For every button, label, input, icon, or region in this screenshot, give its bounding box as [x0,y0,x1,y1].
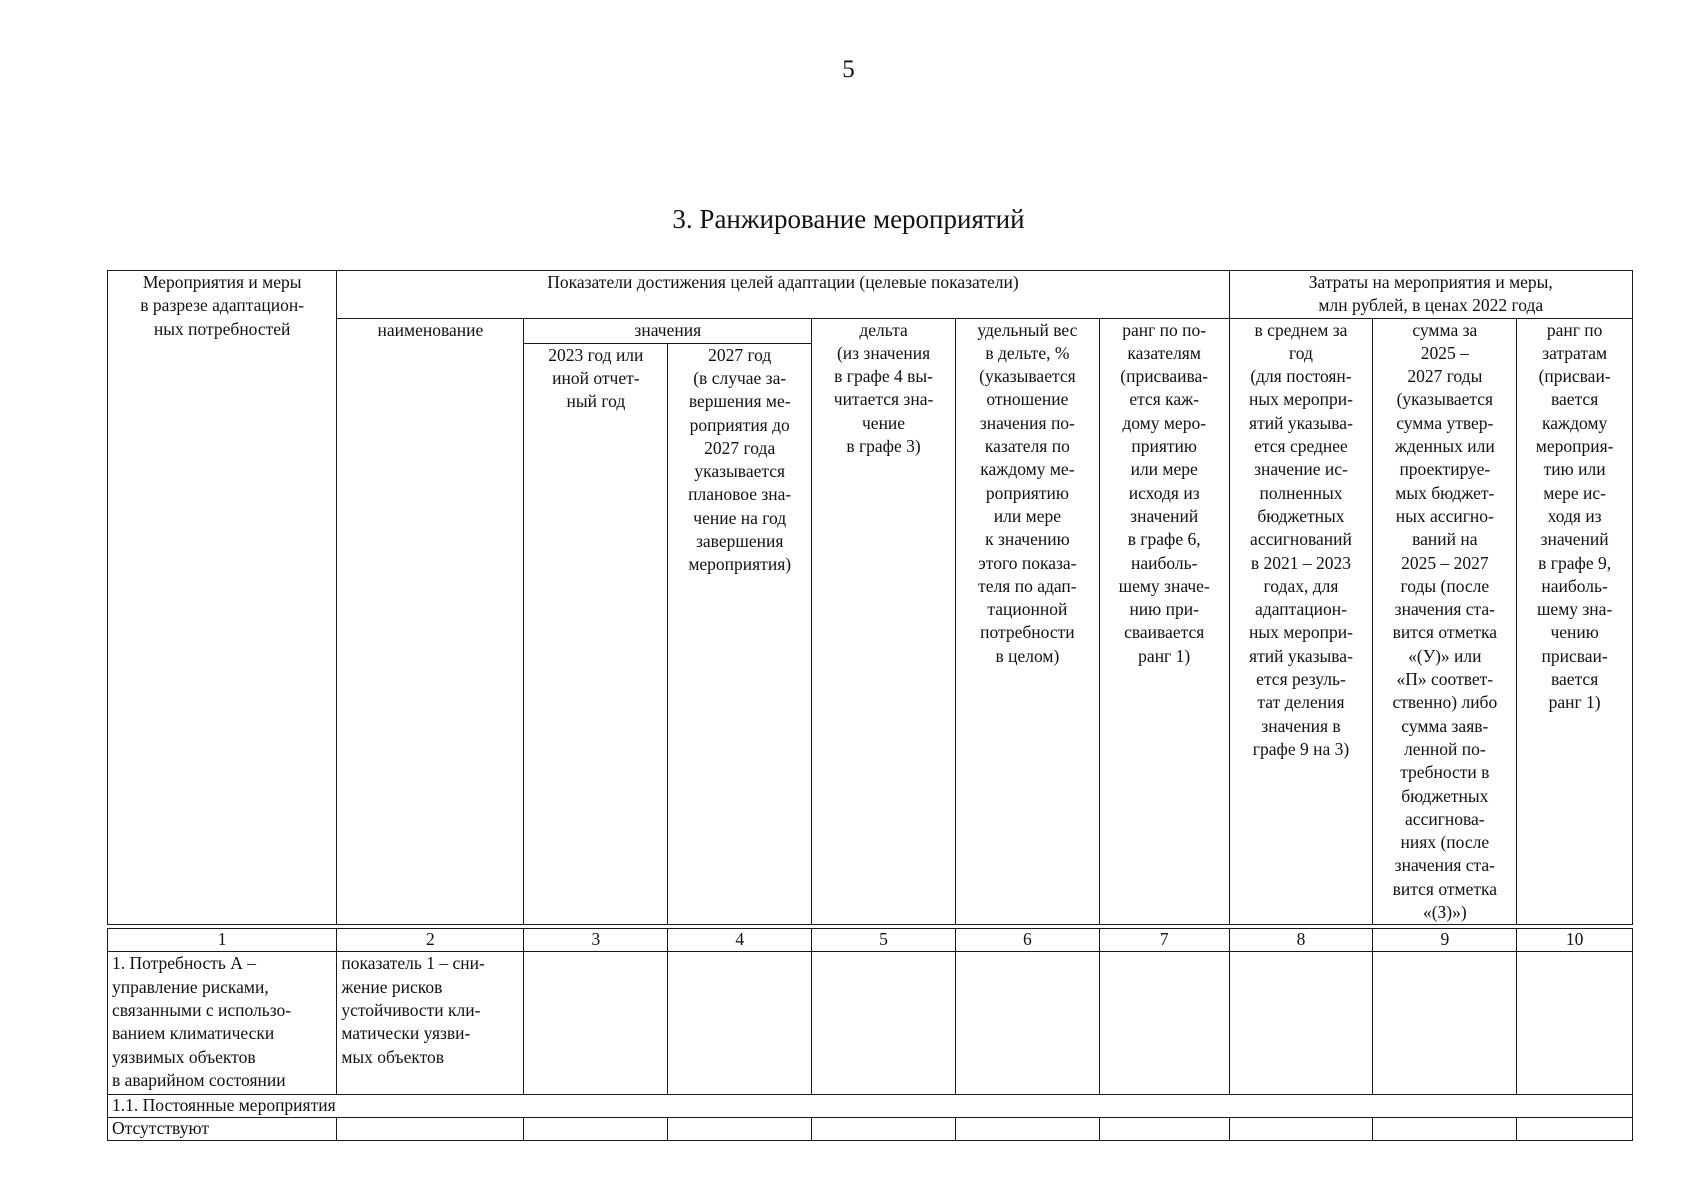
empty-cell [337,1118,524,1141]
column-number-row [108,929,1633,952]
column-number: 6 [955,929,1099,952]
empty-cell [1517,952,1633,1095]
empty-cell [668,1118,812,1141]
header-measures: Мероприятия и меры в разрезе адаптацион- ных потребностей [108,271,337,925]
empty-cell [1373,952,1517,1095]
need-cell: 1. Потребность А – управление рисками, связанными с использо- ванием климатически уязвимых объектов в аварийном состоянии [108,952,337,1095]
header-row-2 [108,318,1633,343]
empty-cell [1373,1118,1517,1141]
header-row-1 [108,271,1633,319]
header-rank-costs: ранг по затратам (присваи- вается каждому мероприя- тию или мере ис- ходя из значений в графе 9, наиболь- шему зна- чению присваи- вается ранг 1) [1517,318,1633,925]
column-number: 3 [524,929,668,952]
column-number: 4 [668,929,812,952]
empty-cell [955,1118,1099,1141]
indicator-cell: показатель 1 – сни- жение рисков устойчивости кли- матически уязви- мых объектов [337,952,524,1095]
table-row [108,1118,1633,1141]
header-weight: удельный вес в дельте, % (указывается отношение значения по- казателя по каждому ме- роприятию или мере к значению этого показа- теля по адап- тационной потребности в целом) [955,318,1099,925]
empty-cell [1099,952,1229,1095]
column-number: 10 [1517,929,1633,952]
column-number: 8 [1229,929,1373,952]
column-number: 1 [108,929,337,952]
ranking-table [107,270,1633,1141]
header-rank-indicators: ранг по по- казателям (присваива- ется каж- дому меро- приятию или мере исходя из значений в графе 6, наиболь- шему значе- нию при- сваивается ранг 1) [1099,318,1229,925]
empty-cell [812,952,956,1095]
column-number: 7 [1099,929,1229,952]
empty-cell [668,952,812,1095]
column-number: 5 [812,929,956,952]
empty-cell [524,952,668,1095]
header-sum-2025-2027: сумма за 2025 – 2027 годы (указывается сумма утвер- жденных или проектируе- мых бюджет- ных ассигно- ваний на 2025 – 2027 годы (после значения ста- вится отметка «(У)» или «П» соответ- ственно) либо сумма заяв- ленной по- требности в бюджетных ассигнова- ниях (после значения ста- вится отметка «(З)») [1373,318,1517,925]
page-number: 5 [842,56,855,83]
section-title: 3. Ранжирование мероприятий [672,204,1025,234]
column-number: 2 [337,929,524,952]
subsection-title: 1.1. Постоянные мероприятия [108,1095,1633,1118]
empty-cell [1229,1118,1373,1141]
empty-cell [1229,952,1373,1095]
column-number: 9 [1373,929,1517,952]
empty-cell [955,952,1099,1095]
header-name: наименование [337,318,524,925]
header-value-2027: 2027 год (в случае за- вершения ме- роприятия до 2027 года указывается плановое зна- чение на год завершения мероприятия) [668,343,812,925]
header-delta: дельта (из значения в графе 4 вы- читается зна- чение в графе 3) [812,318,956,925]
empty-cell [812,1118,956,1141]
header-indicators-group: Показатели достижения целей адаптации (целевые показатели) [337,271,1229,319]
none-cell: Отсутствуют [108,1118,337,1141]
header-avg-per-year: в среднем за год (для постоян- ных меропри- ятий указыва- ется среднее значение ис- полненных бюджетных ассигнований в 2021 – 2023 годах, для адаптацион- ных меропри- ятий указыва- ется резуль- тат деления значения в графе 9 на 3) [1229,318,1373,925]
subsection-row [108,1095,1633,1118]
empty-cell [1099,1118,1229,1141]
table-row [108,952,1633,1095]
empty-cell [524,1118,668,1141]
empty-cell [1517,1118,1633,1141]
header-value-2023: 2023 год или иной отчет- ный год [524,343,668,925]
header-costs-group: Затраты на мероприятия и меры, млн рублей, в ценах 2022 года [1229,271,1632,319]
header-values: значения [524,318,812,343]
